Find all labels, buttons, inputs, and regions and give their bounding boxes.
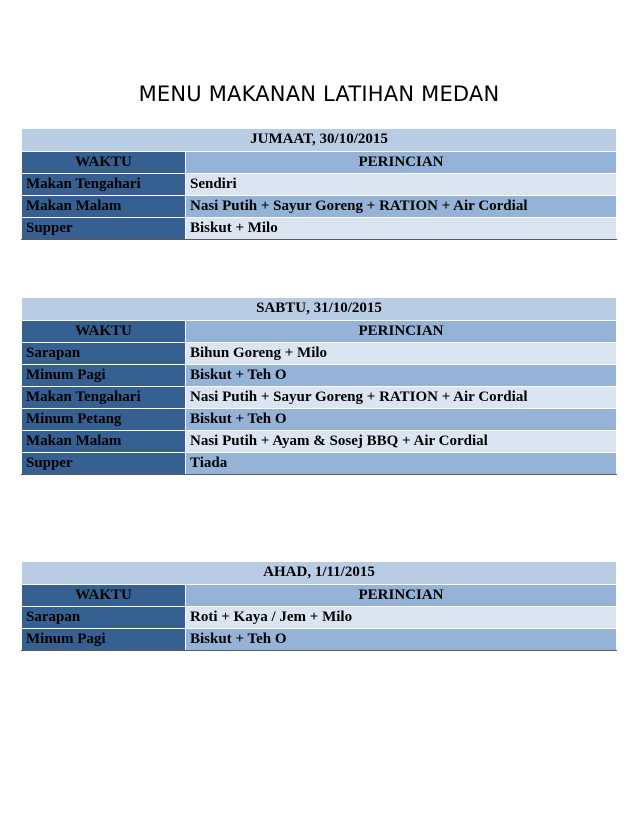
header-row: [22, 585, 617, 607]
time-cell: Sarapan: [22, 343, 186, 365]
time-cell: Makan Tengahari: [22, 387, 186, 409]
table-row: [22, 365, 617, 387]
table-row: [22, 218, 617, 240]
detail-cell: Biskut + Milo: [186, 218, 617, 240]
time-cell: Makan Tengahari: [22, 174, 186, 196]
header-row: [22, 321, 617, 343]
column-header-waktu: WAKTU: [22, 321, 186, 343]
detail-cell: Nasi Putih + Sayur Goreng + RATION + Air Cordial: [186, 196, 617, 218]
detail-cell: Biskut + Teh O: [186, 409, 617, 431]
detail-cell: Tiada: [186, 453, 617, 475]
table-row: [22, 453, 617, 475]
time-cell: Minum Pagi: [22, 629, 186, 651]
column-header-perincian: PERINCIAN: [186, 585, 617, 607]
detail-cell: Biskut + Teh O: [186, 629, 617, 651]
column-header-waktu: WAKTU: [22, 152, 186, 174]
date-row: [22, 129, 617, 152]
time-cell: Supper: [22, 453, 186, 475]
date-label: AHAD, 1/11/2015: [22, 562, 617, 585]
time-cell: Minum Pagi: [22, 365, 186, 387]
table-row: [22, 174, 617, 196]
detail-cell: Bihun Goreng + Milo: [186, 343, 617, 365]
detail-cell: Nasi Putih + Sayur Goreng + RATION + Air Cordial: [186, 387, 617, 409]
table-row: [22, 409, 617, 431]
table-row: [22, 387, 617, 409]
column-header-perincian: PERINCIAN: [186, 321, 617, 343]
header-row: [22, 152, 617, 174]
column-header-perincian: PERINCIAN: [186, 152, 617, 174]
table-row: [22, 629, 617, 651]
time-cell: Makan Malam: [22, 196, 186, 218]
time-cell: Supper: [22, 218, 186, 240]
time-cell: Sarapan: [22, 607, 186, 629]
menu-table-ahad: [21, 561, 617, 651]
table-row: [22, 431, 617, 453]
detail-cell: Biskut + Teh O: [186, 365, 617, 387]
column-header-waktu: WAKTU: [22, 585, 186, 607]
date-row: [22, 298, 617, 321]
detail-cell: Sendiri: [186, 174, 617, 196]
time-cell: Makan Malam: [22, 431, 186, 453]
table-row: [22, 196, 617, 218]
table-row: [22, 343, 617, 365]
detail-cell: Roti + Kaya / Jem + Milo: [186, 607, 617, 629]
menu-table-sabtu: [21, 297, 617, 475]
detail-cell: Nasi Putih + Ayam & Sosej BBQ + Air Cordial: [186, 431, 617, 453]
page-title: MENU MAKANAN LATIHAN MEDAN: [138, 82, 500, 106]
menu-table-jumaat: [21, 128, 617, 240]
date-row: [22, 562, 617, 585]
table-row: [22, 607, 617, 629]
time-cell: Minum Petang: [22, 409, 186, 431]
date-label: JUMAAT, 30/10/2015: [22, 129, 617, 152]
date-label: SABTU, 31/10/2015: [22, 298, 617, 321]
